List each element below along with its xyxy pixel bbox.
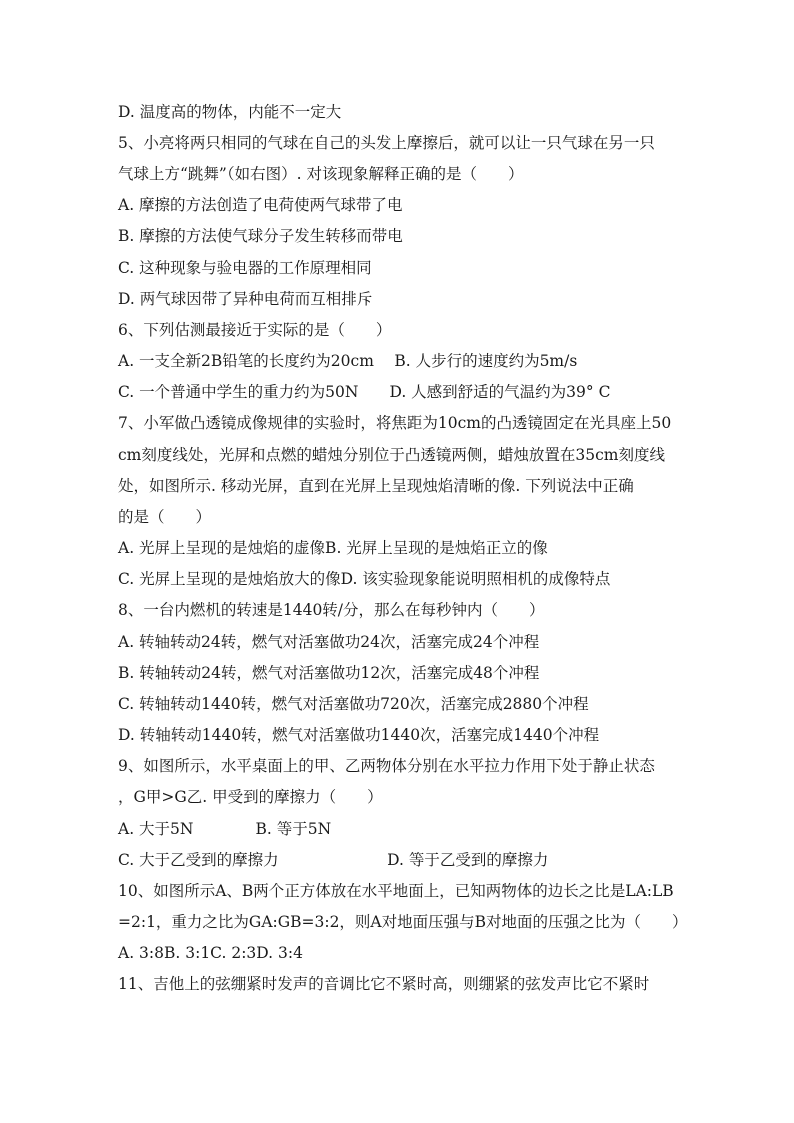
question-5-option-c: C. 这种现象与验电器的工作原理相同	[118, 259, 372, 277]
question-5-stem-line-1: 5、小亮将两只相同的气球在自己的头发上摩擦后，就可以让一只气球在另一只	[118, 134, 655, 152]
question-7-options-ab: A. 光屏上呈现的是烛焰的虚像B. 光屏上呈现的是烛焰正立的像	[118, 539, 548, 557]
question-8-option-c: C. 转轴转动1440转，燃气对活塞做功720次，活塞完成2880个冲程	[118, 695, 589, 713]
question-4-option-d: D. 温度高的物体，内能不一定大	[118, 103, 342, 121]
question-5-stem-line-2: 气球上方“跳舞”（如右图）. 对该现象解释正确的是（ ）	[118, 165, 524, 183]
question-9-stem-line-1: 9、如图所示，水平桌面上的甲、乙两物体分别在水平拉力作用下处于静止状态	[118, 757, 655, 775]
question-5-option-d: D. 两气球因带了异种电荷而互相排斥	[118, 290, 373, 308]
question-7-stem-line-2: cm刻度线处，光屏和点燃的蜡烛分别位于凸透镜两侧，蜡烛放置在35cm刻度线	[118, 446, 665, 464]
question-10-stem-line-1: 10、如图所示A、B两个正方体放在水平地面上，已知两物体的边长之比是LA:LB	[118, 882, 674, 900]
question-5-option-a: A. 摩擦的方法创造了电荷使两气球带了电	[118, 196, 403, 214]
question-6-options-ab: A. 一支全新2B铅笔的长度约为20cm B. 人步行的速度约为5m/s	[118, 352, 578, 370]
question-7-stem-line-3: 处，如图所示. 移动光屏，直到在光屏上呈现烛焰清晰的像. 下列说法中正确	[118, 477, 634, 495]
question-5-option-b: B. 摩擦的方法使气球分子发生转移而带电	[118, 227, 403, 245]
question-11-stem-line-1: 11、吉他上的弦绷紧时发声的音调比它不紧时高，则绷紧的弦发声比它不紧时	[118, 975, 650, 993]
question-9-options-ab: A. 大于5N B. 等于5N	[118, 820, 332, 838]
question-7-stem-line-1: 7、小军做凸透镜成像规律的实验时，将焦距为10cm的凸透镜固定在光具座上50	[118, 414, 672, 432]
question-7-stem-line-4: 的是（ ）	[118, 508, 212, 526]
question-9-stem-line-2: ，G甲>G乙. 甲受到的摩擦力（ ）	[118, 788, 383, 806]
question-8-option-a: A. 转轴转动24转，燃气对活塞做功24次，活塞完成24个冲程	[118, 633, 540, 651]
question-8-stem: 8、一台内燃机的转速是1440转/分，那么在每秒钟内（ ）	[118, 601, 545, 619]
question-10-stem-line-2: =2:1，重力之比为GA:GB=3:2，则A对地面压强与B对地面的压强之比为（ ）	[118, 913, 688, 931]
question-8-option-b: B. 转轴转动24转，燃气对活塞做功12次，活塞完成48个冲程	[118, 664, 540, 682]
question-9-options-cd: C. 大于乙受到的摩擦力 D. 等于乙受到的摩擦力	[118, 851, 549, 869]
question-6-options-cd: C. 一个普通中学生的重力约为50N D. 人感到舒适的气温约为39° C	[118, 383, 611, 401]
question-6-stem: 6、下列估测最接近于实际的是（ ）	[118, 321, 392, 339]
question-10-options: A. 3:8B. 3:1C. 2:3D. 3:4	[118, 944, 303, 962]
question-7-options-cd: C. 光屏上呈现的是烛焰放大的像D. 该实验现象能说明照相机的成像特点	[118, 570, 611, 588]
question-8-option-d: D. 转轴转动1440转，燃气对活塞做功1440次，活塞完成1440个冲程	[118, 726, 600, 744]
